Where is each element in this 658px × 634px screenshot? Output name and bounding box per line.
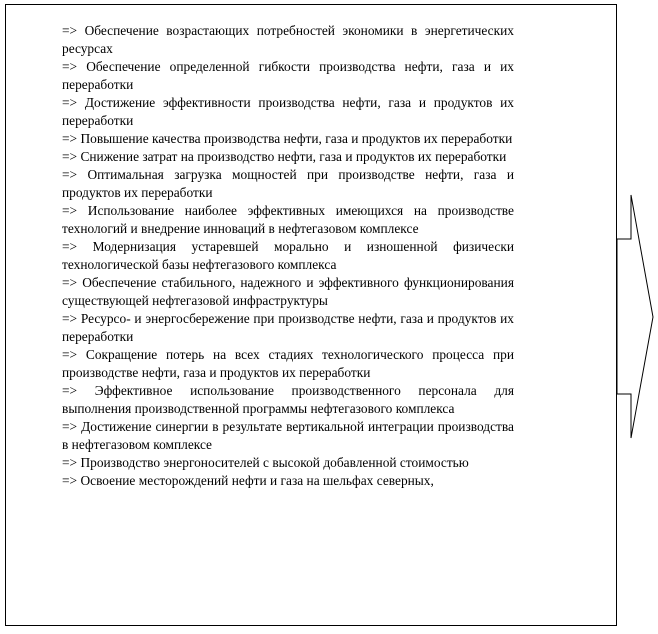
list-item: => Достижение эффективности производства нефти, газа и продуктов их переработки [62,95,514,128]
list-item: => Ресурсо- и энергосбережение при производстве нефти, газа и продуктов их переработки [62,311,514,344]
list-item: => Достижение синергии в результате вертикальной интеграции производства в нефтегазовом комплексе [62,419,514,452]
list-item: => Эффективное использование производственного персонала для выполнения производственной программы нефтегазового комплекса [62,383,514,416]
list-item: => Освоение месторождений нефти и газа на шельфах северных, [62,473,434,488]
goals-list [62,22,514,490]
list-item: => Сокращение потерь на всех стадиях технологического процесса при производстве нефти, газа и продуктов их переработки [62,347,514,380]
list-item: => Модернизация устаревшей морально и изношенной физически технологической базы нефтегазового комплекса [62,239,514,272]
list-item: => Производство энергоносителей с высокой добавленной стоимостью [62,455,469,470]
text-box [5,4,617,626]
list-item: => Обеспечение стабильного, надежного и эффективного функционирования существующей нефтегазовой инфраструктуры [62,275,514,308]
list-item: => Обеспечение возрастающих потребностей экономики в энергетических ресурсах [62,23,514,56]
list-item: => Повышение качества производства нефти, газа и продуктов их переработки [62,131,513,146]
list-item: => Обеспечение определенной гибкости производства нефти, газа и их переработки [62,59,514,92]
list-item: => Использование наиболее эффективных имеющихся на производстве технологий и внедрение инноваций в нефтегазовом комплексе [62,203,514,236]
list-item: => Оптимальная загрузка мощностей при производстве нефти, газа и продуктов их переработки [62,167,514,200]
list-item: => Снижение затрат на производство нефти, газа и продуктов их переработки [62,149,507,164]
